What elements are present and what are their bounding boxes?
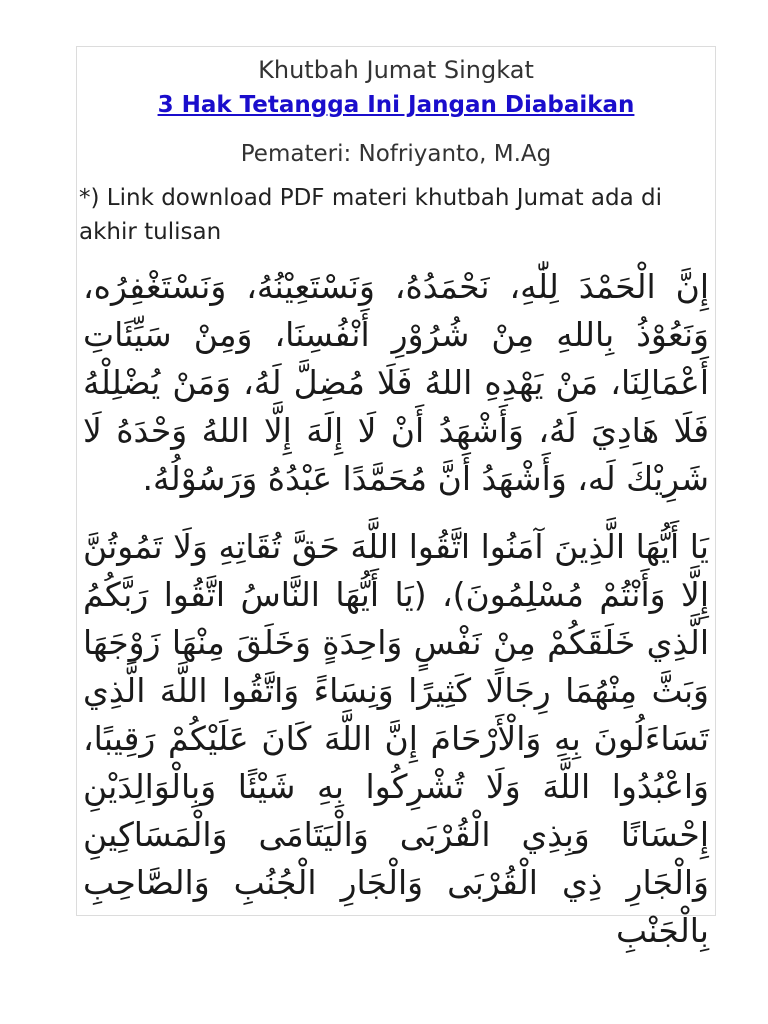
speaker-line: Pemateri: Nofriyanto, M.Ag bbox=[240, 141, 552, 167]
arabic-paragraph-opening: إِنَّ الْحَمْدَ لِلّٰهِ، نَحْمَدُهُ، وَنَسْتَعِيْنُهُ، وَنَسْتَغْفِرُه، وَنَعُوْذُ بِاللهِ مِنْ شُرُوْرِ أَنْفُسِنَا، وَمِنْ سَيِّئَاتِ أَعْمَالِنَا، مَنْ يَهْدِهِ اللهُ فَلَا مُضِلَّ لَهُ، وَمَنْ يُضْلِلْهُ فَلَا هَادِيَ لَهُ، وَأَشْهَدُ أَنْ لَا إِلَهَ إِلَّا اللهُ وَحْدَهُ لَا شَرِيْكَ لَه، وَأَشْهَدُ أَنَّ مُحَمَّدًا عَبْدُهُ وَرَسُوْلُهُ. bbox=[83, 267, 709, 498]
download-note: *) Link download PDF materi khutbah Jumat ada di akhir tulisan bbox=[79, 185, 663, 245]
arabic-paragraph-verses: يَا أَيُّهَا الَّذِينَ آمَنُوا اتَّقُوا اللَّهَ حَقَّ تُقَاتِهِ وَلَا تَمُوتُنَّ إِلَّا وَأَنْتُمْ مُسْلِمُونَ)، (يَا أَيُّهَا النَّاسُ اتَّقُوا رَبَّكُمُ الَّذِي خَلَقَكُمْ مِنْ نَفْسٍ وَاحِدَةٍ وَخَلَقَ مِنْهَا زَوْجَهَا وَبَثَّ مِنْهُمَا رِجَالًا كَثِيرًا وَنِسَاءً وَاتَّقُوا اللَّهَ الَّذِي تَسَاءَلُونَ بِهِ وَالْأَرْحَامَ إِنَّ اللَّهَ كَانَ عَلَيْكُمْ رَقِيبًا، وَاعْبُدُوا اللَّهَ وَلَا تُشْرِكُوا بِهِ شَيْئًا وَبِالْوَالِدَيْنِ إِحْسَانًا وَبِذِي الْقُرْبَى وَالْيَتَامَى وَالْمَسَاكِينِ وَالْجَارِ ذِي الْقُرْبَى وَالْجَارِ الْجُنُبِ وَالصَّاحِبِ بِالْجَنْبِ bbox=[83, 527, 709, 950]
document-page bbox=[76, 46, 716, 950]
pre-title: Khutbah Jumat Singkat bbox=[258, 56, 534, 84]
article-title-link[interactable]: 3 Hak Tetangga Ini Jangan Diabaikan bbox=[157, 92, 635, 118]
